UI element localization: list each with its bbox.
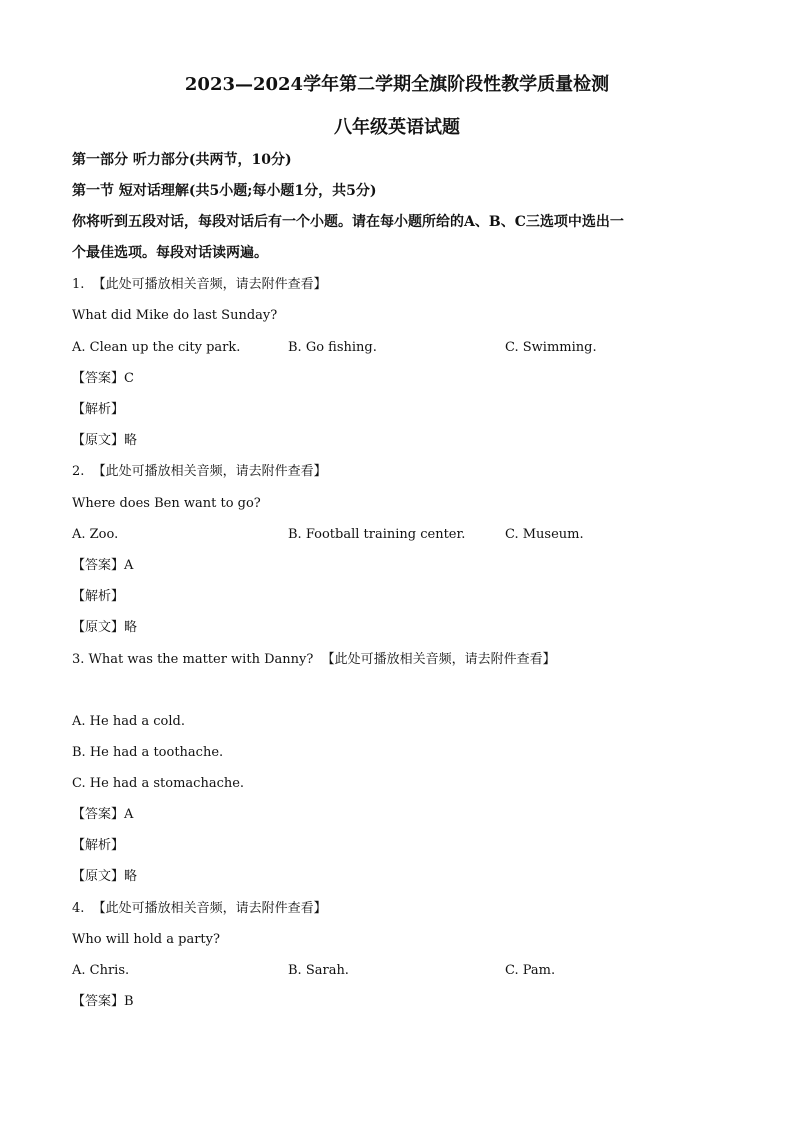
question-1-option-a: A. Clean up the city park. (72, 340, 241, 355)
subsection-heading: 第一节 短对话理解(共5小题;每小题1分，共5分) (72, 183, 377, 199)
question-2-option-a: A. Zoo. (72, 527, 119, 542)
question-number: 4. (72, 901, 85, 916)
page-title: 2023—2024学年第二学期全旗阶段性教学质量检测 (184, 74, 610, 95)
question-number: 1. (72, 277, 85, 292)
question-2-option-c: C. Museum. (505, 527, 584, 542)
audio-note: 【此处可播放相关音频，请去附件查看】 (92, 901, 327, 916)
part-heading: 第一部分 听力部分(共两节，10分) (72, 152, 292, 168)
question-3-option-c: C. He had a stomachache. (72, 776, 245, 791)
question-3-text: What was the matter with Danny? (88, 652, 314, 667)
question-3-answer (72, 806, 133, 824)
question-number: 2. (72, 464, 85, 479)
original-label: 【原文】 (72, 869, 125, 884)
question-4-answer (72, 993, 134, 1011)
question-4-text: Who will hold a party? (72, 932, 220, 947)
page-subtitle: 八年级英语试题 (334, 117, 460, 138)
question-2-original (72, 619, 137, 637)
question-1-text: What did Mike do last Sunday? (72, 308, 278, 323)
question-3-analysis: 【解析】 (72, 838, 125, 853)
question-2-option-b: B. Football training center. (288, 527, 466, 542)
answer-label: 【答案】 (72, 807, 125, 822)
answer-label: 【答案】 (72, 994, 125, 1009)
original-value: 略 (124, 620, 138, 635)
question-3-option-b: B. He had a toothache. (72, 745, 224, 760)
question-4-option-b: B. Sarah. (288, 963, 349, 978)
answer-label: 【答案】 (72, 371, 125, 386)
question-1-answer (72, 370, 134, 388)
question-4-option-a: A. Chris. (72, 963, 130, 978)
question-2-analysis: 【解析】 (72, 589, 125, 604)
question-1-analysis: 【解析】 (72, 402, 125, 417)
audio-note: 【此处可播放相关音频，请去附件查看】 (321, 652, 556, 667)
answer-value: C (124, 371, 134, 386)
original-value: 略 (124, 433, 138, 448)
answer-label: 【答案】 (72, 558, 125, 573)
question-3-header (72, 651, 556, 669)
audio-note: 【此处可播放相关音频，请去附件查看】 (92, 464, 327, 479)
question-2-text: Where does Ben want to go? (72, 496, 261, 511)
question-number: 3. (72, 652, 85, 667)
answer-value: A (124, 807, 134, 822)
question-3-option-a: A. He had a cold. (72, 714, 185, 729)
audio-note: 【此处可播放相关音频，请去附件查看】 (92, 277, 327, 292)
question-1-original (72, 432, 137, 450)
original-label: 【原文】 (72, 433, 125, 448)
question-2-answer (72, 557, 133, 575)
question-1-option-b: B. Go fishing. (288, 340, 377, 355)
answer-value: A (124, 558, 134, 573)
answer-value: B (124, 994, 134, 1009)
question-2-header (72, 463, 327, 481)
question-4-option-c: C. Pam. (505, 963, 556, 978)
original-value: 略 (124, 869, 138, 884)
question-1-option-c: C. Swimming. (505, 340, 597, 355)
instructions-line-2: 个最佳选项。每段对话读两遍。 (72, 245, 268, 261)
question-3-original (72, 868, 137, 886)
question-4-header (72, 900, 327, 918)
question-1-header (72, 276, 327, 294)
original-label: 【原文】 (72, 620, 125, 635)
instructions-line-1: 你将听到五段对话，每段对话后有一个小题。请在每小题所给的A、B、C三选项中选出一 (72, 214, 624, 230)
